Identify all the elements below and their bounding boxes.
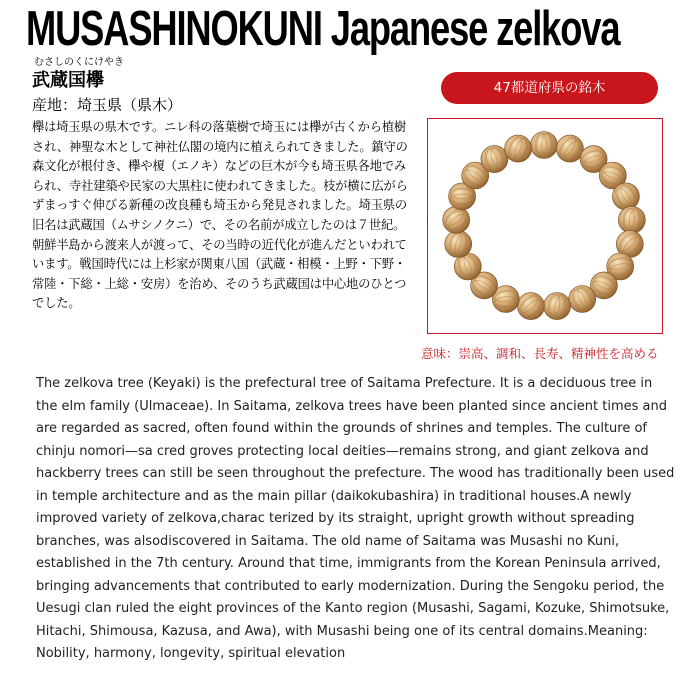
- category-badge: 47都道府県の銘木: [441, 72, 658, 104]
- japanese-description-text: 欅は埼玉県の県木です。ニレ科の落葉樹で埼玉には欅が古くから植樹され、神聖な木として神社仏閣の境内に植えられてきました。鎮守の森文化が根付き、欅や榎（エノキ）などの巨木が今も埼玉県各地でみられ、寺社建築や民家の大黒柱に使われてきました。枝が横に広がらずまっすぐ伸びる新種の改良種も埼玉から発見されました。埼玉県の旧名は武蔵国（ムサシノクニ）で、その名前が成立したのは７世紀。朝鮮半島から渡来人が渡って、その当時の近代化が進んだといわれています。戦国時代には上杉家が関東八国（武蔵・相模・上野・下野・常陸・下総・上総・安房）を治め、そのうち武蔵国は中心地のひとつでした。: [32, 120, 408, 311]
- bead: [445, 231, 472, 258]
- furigana-reading: むさしのくにけやき: [34, 57, 124, 68]
- bead: [618, 206, 645, 233]
- japanese-description: [32, 118, 414, 314]
- bead: [442, 206, 470, 233]
- product-title: MUSASHINOKUNI Japanese zelkova: [26, 2, 620, 56]
- bead: [544, 293, 571, 320]
- bead: [531, 132, 558, 159]
- english-description: [36, 373, 676, 666]
- bead: [569, 285, 596, 313]
- bead: [481, 146, 508, 173]
- meaning-label: 意味：崇高、調和、長寿、精神性を高める: [421, 346, 659, 361]
- bead: [505, 135, 532, 162]
- origin-label: 産地：埼玉県（県木）: [32, 96, 183, 114]
- product-photo: [427, 118, 663, 334]
- bead: [612, 182, 639, 210]
- bead: [517, 292, 545, 320]
- japanese-name: 武蔵国欅: [32, 70, 104, 91]
- bead: [556, 134, 583, 162]
- english-description-text: The zelkova tree (Keyaki) is the prefectural tree of Saitama Prefecture. It is a deciduous tree in the elm family (Ulmaceae). In Saitama, zelkova trees have been planted since ancient times and are regarded as sacred, often found within the grounds of shrines and temples. The culture of chinju nomori—sa cred groves protecting local deities—remains strong, and giant zelkova and hackberry trees can still be seen throughout the prefecture. The wood has traditionally been used in temple architecture and as the main pillar (daikokubashira) in traditional houses.A newly improved variety of zelkova,charac terized by its straight, upright growth without spreading branches, was alsodiscovered in Saitama. The old name of Saitama was Musashi no Kuni, established in the 7th century. Around that time, immigrants from the Korean Peninsula arrived, bringing advancements that contributed to early modernization. During the Sengoku period, the Uesugi clan ruled the eight provinces of the Kanto region (Musashi, Sagami, Kozuke, Shimotsuke, Hitachi, Shimousa, Kazusa, and Awa), with Musashi being one of its central domains.Meaning: Nobility, harmony, longevity, spiritual elevation: [36, 376, 675, 661]
- bracelet-image: [428, 119, 661, 332]
